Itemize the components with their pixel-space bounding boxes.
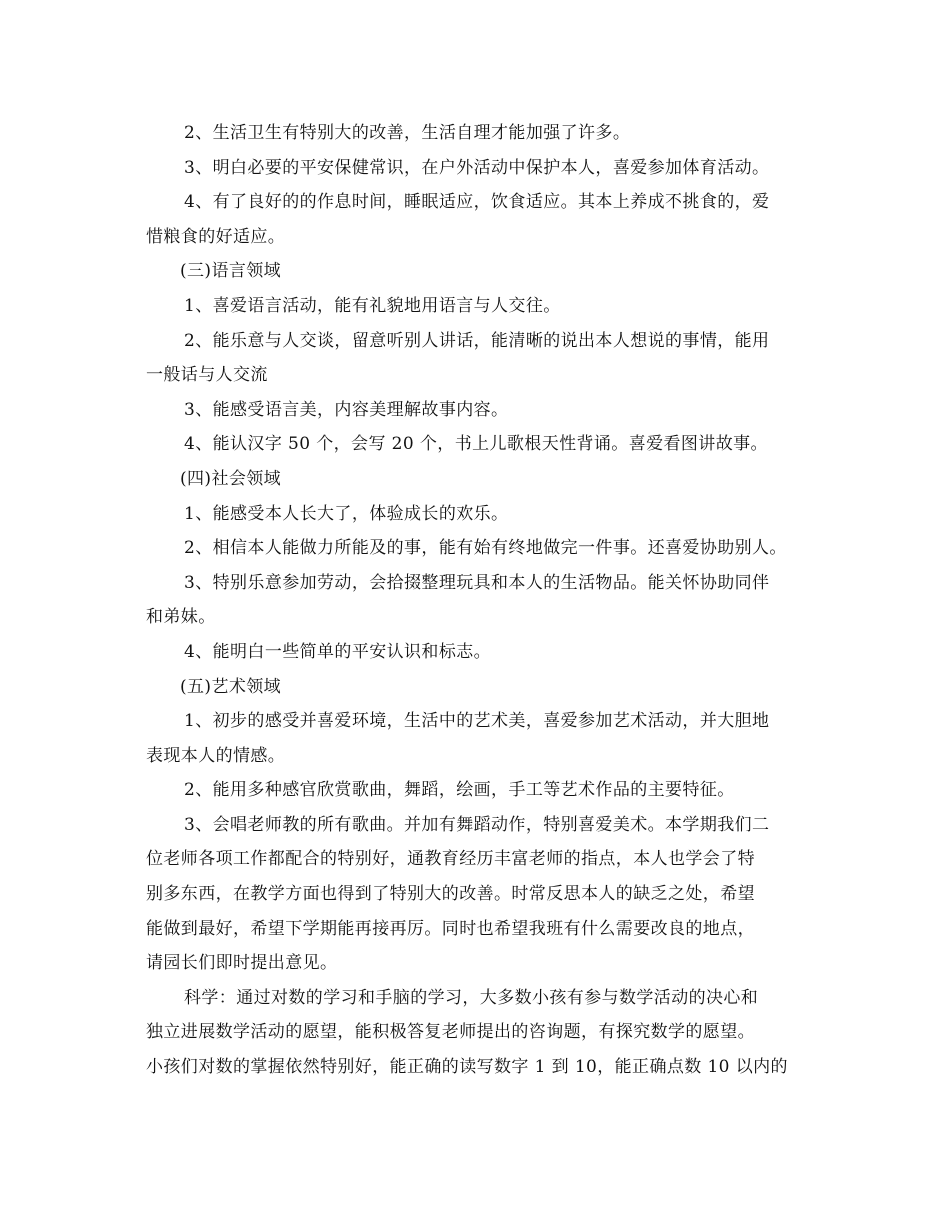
text-line: 科学：通过对数的学习和手脑的学习，大多数小孩有参与数学活动的决心和: [184, 987, 759, 1008]
text-line: 独立进展数学活动的愿望，能积极答复老师提出的咨询题，有探究数学的愿望。: [146, 1022, 755, 1043]
text-line: 3、会唱老师教的所有歌曲。并加有舞蹈动作，特别喜爱美术。本学期我们二: [184, 814, 770, 835]
text-line: 4、能认汉字 50 个，会写 20 个，书上儿歌根天性背诵。喜爱看图讲故事。: [184, 434, 768, 455]
text-line: 别多东西，在教学方面也得到了特别大的改善。时常反思本人的缺乏之处，希望: [146, 884, 755, 905]
text-line: 1、能感受本人长大了，体验成长的欢乐。: [184, 503, 509, 524]
section-heading: (三)语言领域: [180, 261, 282, 282]
text-line: 1、初步的感受并喜爱环境，生活中的艺术美，喜爱参加艺术活动，并大胆地: [184, 711, 770, 732]
text-line: 3、能感受语言美，内容美理解故事内容。: [184, 399, 509, 420]
text-line: 3、明白必要的平安保健常识，在户外活动中保护本人，喜爱参加体育活动。: [184, 157, 770, 178]
text-line: 2、能用多种感官欣赏歌曲，舞蹈，绘画，手工等艺术作品的主要特征。: [184, 780, 735, 801]
text-line: 4、有了良好的的作息时间，睡眠适应，饮食适应。其本上养成不挑食的，爱: [184, 192, 770, 213]
text-line: 和弟妹。: [146, 607, 216, 628]
document-body: [146, 116, 816, 1085]
text-line: 一般话与人交流: [146, 365, 268, 386]
text-line: 3、特别乐意参加劳动，会拾掇整理玩具和本人的生活物品。能关怀协助同伴: [184, 572, 770, 593]
text-line: 2、生活卫生有特别大的改善，生活自理才能加强了许多。: [184, 123, 631, 143]
text-line: 能做到最好，希望下学期能再接再厉。同时也希望我班有什么需要改良的地点，: [146, 918, 755, 939]
text-line: 小孩们对数的掌握依然特别好，能正确的读写数字 1 到 10，能正确点数 10 以内的: [146, 1057, 788, 1078]
text-line: 表现本人的情感。: [146, 745, 286, 766]
section-heading: (四)社会领域: [180, 468, 282, 489]
text-line: 位老师各项工作都配合的特别好，通教育经历丰富老师的指点，本人也学会了特: [146, 849, 755, 870]
text-line: 请园长们即时提出意见。: [146, 953, 338, 974]
text-line: 惜粮食的好适应。: [146, 226, 286, 247]
section-heading: (五)艺术领域: [180, 676, 282, 697]
text-line: 1、喜爱语言活动，能有礼貌地用语言与人交往。: [184, 295, 561, 316]
text-line: 4、能明白一些简单的平安认识和标志。: [184, 641, 492, 662]
text-line: 2、相信本人能做力所能及的事，能有始有终地做完一件事。还喜爱协助别人。: [184, 538, 787, 559]
text-line: 2、能乐意与人交谈，留意听别人讲话，能清晰的说出本人想说的事情，能用: [184, 330, 770, 351]
